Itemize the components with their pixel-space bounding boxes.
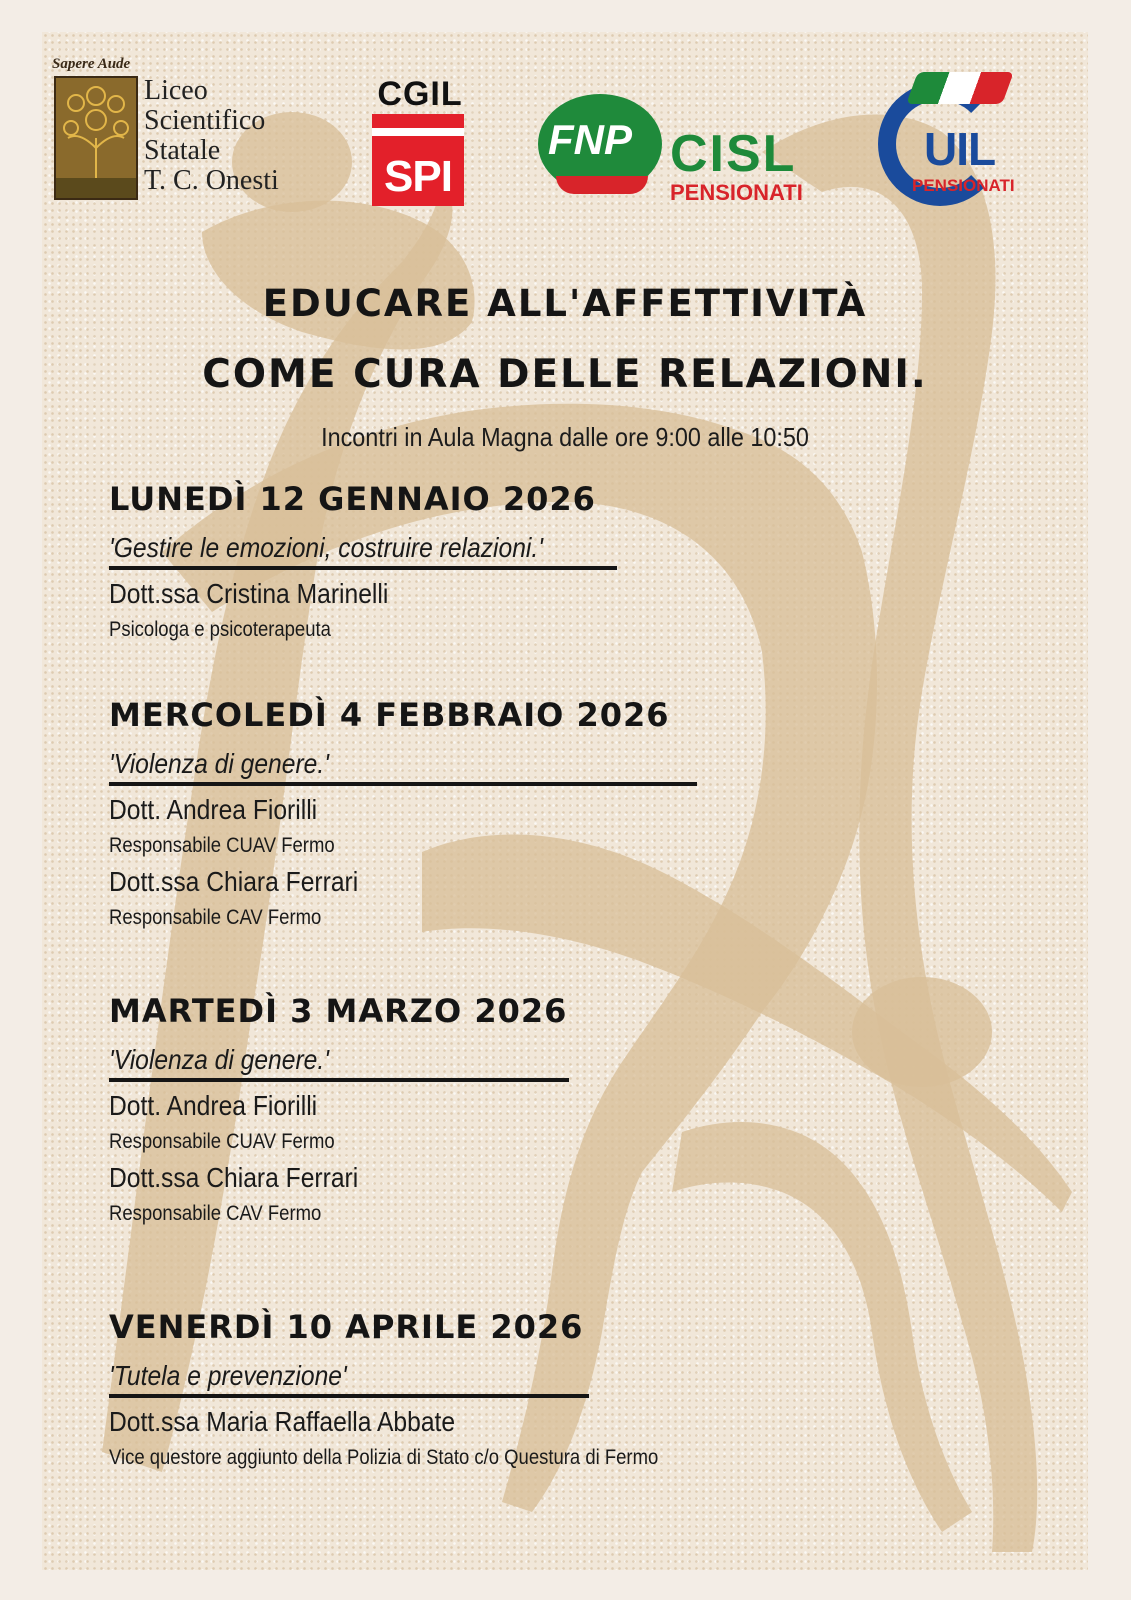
- event-date: VENERDÌ 10 APRILE 2026: [109, 1308, 584, 1346]
- event-divider: [109, 1078, 569, 1082]
- fnp-cisl-logo: [538, 94, 828, 214]
- speaker-name: Dott.ssa Chiara Ferrari: [109, 1162, 359, 1193]
- speaker-name: Dott. Andrea Fiorilli: [109, 794, 318, 825]
- speaker-role: Responsabile CAV Fermo: [109, 1202, 322, 1225]
- uil-label: UIL: [924, 123, 996, 175]
- tree-of-life-icon: [54, 76, 138, 200]
- school-name: [144, 76, 279, 196]
- spi-box: [372, 114, 464, 206]
- event-divider: [109, 782, 697, 786]
- event-topic: 'Tutela e prevenzione': [109, 1360, 347, 1391]
- speaker-role: Responsabile CUAV Fermo: [109, 834, 335, 857]
- speaker-name: Dott. Andrea Fiorilli: [109, 1090, 318, 1121]
- fnp-swoosh-icon: [556, 176, 648, 194]
- event-block: [109, 992, 569, 1226]
- cgil-spi-logo: [370, 76, 470, 208]
- poster: [42, 32, 1088, 1570]
- school-name-line: Liceo: [144, 75, 208, 106]
- school-motto: Sapere Aude: [52, 56, 131, 72]
- poster-title-line1: EDUCARE ALL'AFFETTIVITÀ: [262, 282, 868, 325]
- fnp-label: FNP: [548, 116, 632, 163]
- event-divider: [109, 1394, 589, 1398]
- cisl-pensionati-label: PENSIONATI: [670, 180, 803, 205]
- event-topic: 'Violenza di genere.': [109, 748, 329, 779]
- event-date: MERCOLEDÌ 4 FEBBRAIO 2026: [109, 696, 670, 734]
- speaker-name: Dott.ssa Maria Raffaella Abbate: [109, 1406, 456, 1437]
- speaker-name: Dott.ssa Chiara Ferrari: [109, 866, 359, 897]
- event-topic: 'Gestire le emozioni, costruire relazioni.': [109, 532, 543, 563]
- cgil-label: CGIL: [377, 75, 463, 113]
- poster-subtitle: Incontri in Aula Magna dalle ore 9:00 alle 10:50: [321, 422, 809, 452]
- school-name-line: Statale: [144, 135, 221, 166]
- spi-stripe: [372, 128, 464, 136]
- event-date: MARTEDÌ 3 MARZO 2026: [109, 992, 568, 1030]
- speaker-role: Psicologa e psicoterapeuta: [109, 618, 331, 641]
- liceo-logo: [52, 56, 322, 206]
- speaker-name: Dott.ssa Cristina Marinelli: [109, 578, 389, 609]
- poster-title-line2: COME CURA DELLE RELAZIONI.: [202, 352, 928, 397]
- event-date: LUNEDÌ 12 GENNAIO 2026: [109, 480, 596, 518]
- event-divider: [109, 566, 617, 570]
- school-name-line: T. C. Onesti: [144, 165, 279, 196]
- event-block: [109, 1308, 733, 1470]
- cisl-label: CISL: [670, 125, 797, 183]
- event-block: [109, 696, 697, 930]
- italian-flag-icon: [906, 72, 1014, 104]
- event-block: [109, 480, 617, 642]
- spi-label: SPI: [384, 152, 452, 201]
- uil-pensionati-label: PENSIONATI: [912, 176, 1015, 195]
- event-topic: 'Violenza di genere.': [109, 1044, 329, 1075]
- uil-logo: [872, 72, 1042, 212]
- school-name-line: Scientifico: [144, 105, 266, 136]
- speaker-role: Responsabile CUAV Fermo: [109, 1130, 335, 1153]
- speaker-role: Responsabile CAV Fermo: [109, 906, 322, 929]
- speaker-role: Vice questore aggiunto della Polizia di Stato c/o Questura di Fermo: [109, 1446, 659, 1469]
